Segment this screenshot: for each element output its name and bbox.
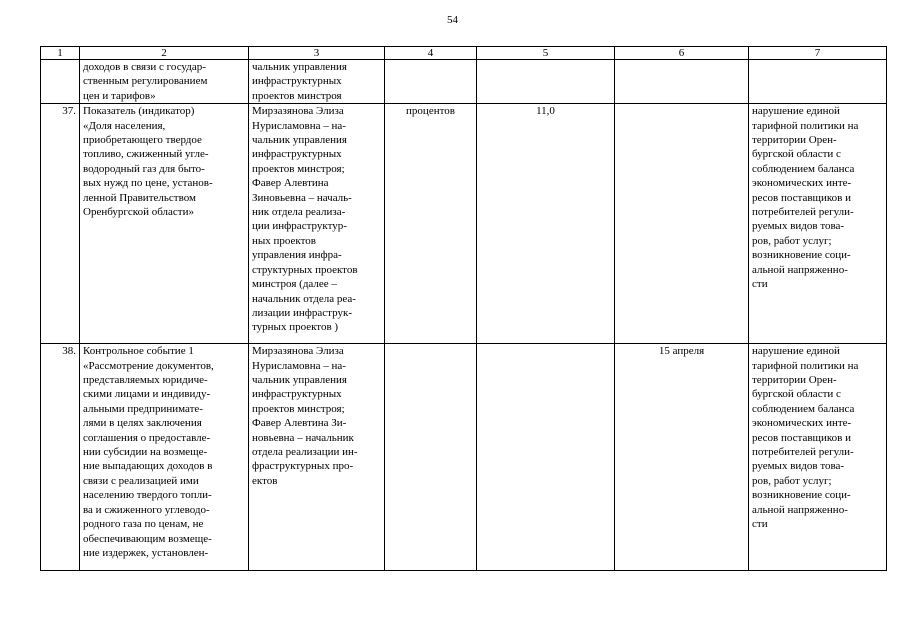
unit-cell bbox=[385, 344, 477, 571]
unit-cell bbox=[385, 60, 477, 104]
column-number: 1 bbox=[41, 47, 80, 60]
row-number bbox=[41, 60, 80, 104]
column-number: 4 bbox=[385, 47, 477, 60]
value-cell: 11,0 bbox=[477, 104, 615, 344]
column-number: 5 bbox=[477, 47, 615, 60]
value-cell bbox=[477, 60, 615, 104]
row-number: 37. bbox=[41, 104, 80, 344]
indicator-cell: Контрольное событие 1 «Рассмотрение документов, представляемых юридиче- скими лицами и индивиду- альными предпринимате- лями в целях заключения соглашения о предоставле- нии субсидии на возмеще- ние выпадающих доходов в связи с реализацией ими населению твердого топли- ва и сжиженного углеводо- родного газа по ценам, не обеспечивающим возмеще- ние издержек, установлен- bbox=[80, 344, 249, 571]
risk-cell: нарушение единой тарифной политики на территории Орен- бургской области с соблюдением баланса экономических инте- ресов поставщиков и потребителей регули- руемых видов това- ров, работ услуг; возникновение соци- альной напряженно- сти bbox=[749, 104, 887, 344]
table-row bbox=[41, 60, 887, 104]
column-number: 2 bbox=[80, 47, 249, 60]
column-number: 6 bbox=[615, 47, 749, 60]
date-cell: 15 апреля bbox=[615, 344, 749, 571]
date-cell bbox=[615, 104, 749, 344]
column-number-row bbox=[41, 47, 887, 60]
table-row bbox=[41, 104, 887, 344]
value-cell bbox=[477, 344, 615, 571]
indicator-cell: доходов в связи с государ- ственным регулированием цен и тарифов» bbox=[80, 60, 249, 104]
page-number: 54 bbox=[447, 14, 458, 26]
column-number: 7 bbox=[749, 47, 887, 60]
column-number: 3 bbox=[249, 47, 385, 60]
date-cell bbox=[615, 60, 749, 104]
indicator-cell: Показатель (индикатор) «Доля населения, приобретающего твердое топливо, сжиженный угле- водородный газ для быто- вых нужд по цене, установ- ленной Правительством Оренбургской области» bbox=[80, 104, 249, 344]
risk-cell: нарушение единой тарифной политики на территории Орен- бургской области с соблюдением баланса экономических инте- ресов поставщиков и потребителей регули- руемых видов това- ров, работ услуг; возникновение соци- альной напряженно- сти bbox=[749, 344, 887, 571]
risk-cell bbox=[749, 60, 887, 104]
row-number: 38. bbox=[41, 344, 80, 571]
unit-cell: процентов bbox=[385, 104, 477, 344]
responsible-cell: чальник управления инфраструктурных проектов минстроя bbox=[249, 60, 385, 104]
plan-table bbox=[40, 46, 887, 571]
responsible-cell: Мирзазянова Элиза Нурисламовна – на- чальник управления инфраструктурных проектов минстроя; Фавер Алевтина Зи- новьевна – начальник отдела реализации ин- фраструктурных про- ектов bbox=[249, 344, 385, 571]
table-row bbox=[41, 344, 887, 571]
responsible-cell: Мирзазянова Элиза Нурисламовна – на- чальник управления инфраструктурных проектов минстроя; Фавер Алевтина Зиновьевна – началь- ник отдела реализа- ции инфраструктур- ных проектов управления инфра- структурных проектов минстроя (далее – начальник отдела реа- лизации инфраструк- турных проектов ) bbox=[249, 104, 385, 344]
